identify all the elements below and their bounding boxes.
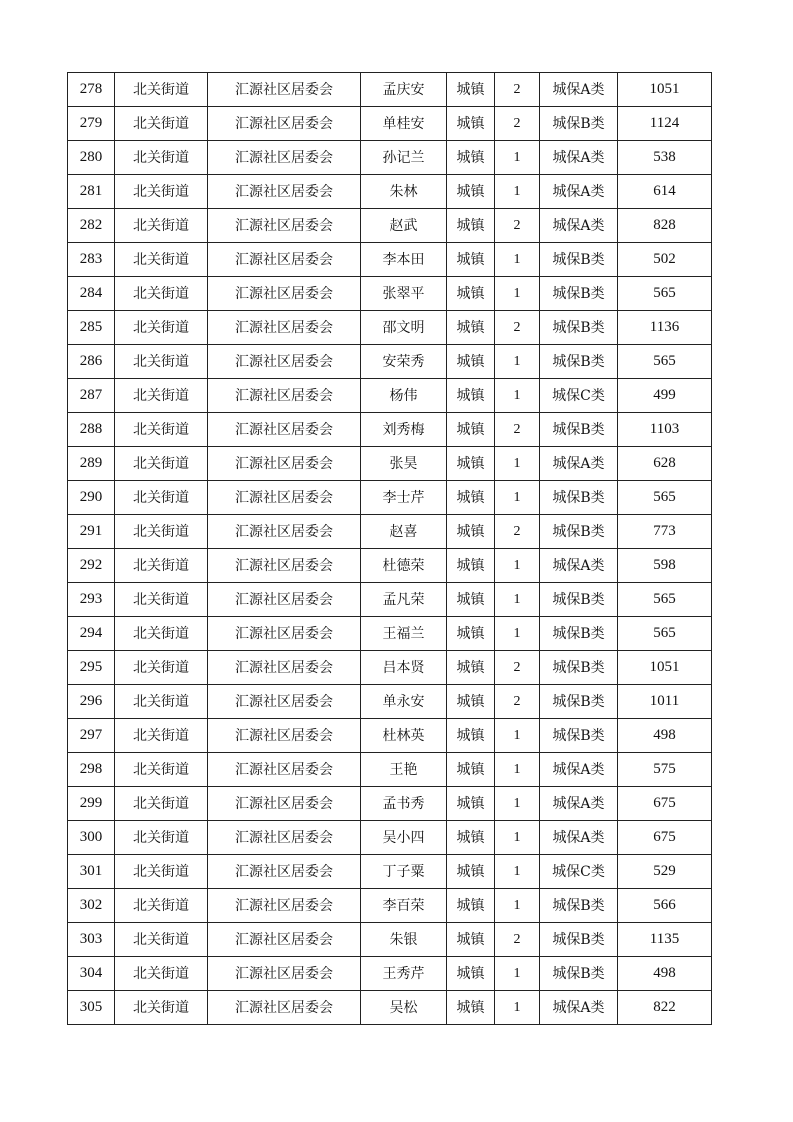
cell-person-name: 朱林 (361, 175, 447, 209)
table-row (68, 141, 712, 175)
cell-person-name: 王艳 (361, 753, 447, 787)
cell-street: 北关街道 (115, 651, 208, 685)
cell-person-name: 王福兰 (361, 617, 447, 651)
cell-community-committee: 汇源社区居委会 (208, 413, 361, 447)
cell-area-type: 城镇 (447, 957, 495, 991)
cell-street: 北关街道 (115, 277, 208, 311)
cell-area-type: 城镇 (447, 821, 495, 855)
cell-area-type: 城镇 (447, 549, 495, 583)
cell-amount: 565 (618, 277, 712, 311)
roster-body (68, 73, 712, 1025)
cell-person-name: 吴小四 (361, 821, 447, 855)
cell-serial-number: 305 (68, 991, 115, 1025)
table-row (68, 957, 712, 991)
table-row (68, 243, 712, 277)
cell-community-committee: 汇源社区居委会 (208, 447, 361, 481)
cell-street: 北关街道 (115, 753, 208, 787)
cell-insurance-category: 城保B类 (540, 413, 618, 447)
cell-household-size: 1 (495, 141, 540, 175)
cell-community-committee: 汇源社区居委会 (208, 719, 361, 753)
cell-amount: 675 (618, 821, 712, 855)
cell-household-size: 1 (495, 889, 540, 923)
cell-household-size: 1 (495, 549, 540, 583)
cell-street: 北关街道 (115, 719, 208, 753)
cell-community-committee: 汇源社区居委会 (208, 141, 361, 175)
cell-community-committee: 汇源社区居委会 (208, 685, 361, 719)
cell-street: 北关街道 (115, 821, 208, 855)
cell-area-type: 城镇 (447, 413, 495, 447)
cell-person-name: 孙记兰 (361, 141, 447, 175)
cell-area-type: 城镇 (447, 379, 495, 413)
cell-household-size: 2 (495, 107, 540, 141)
cell-serial-number: 294 (68, 617, 115, 651)
cell-person-name: 李本田 (361, 243, 447, 277)
cell-insurance-category: 城保A类 (540, 447, 618, 481)
cell-area-type: 城镇 (447, 481, 495, 515)
cell-person-name: 赵武 (361, 209, 447, 243)
cell-household-size: 1 (495, 787, 540, 821)
cell-insurance-category: 城保B类 (540, 345, 618, 379)
cell-community-committee: 汇源社区居委会 (208, 753, 361, 787)
table-row (68, 583, 712, 617)
cell-street: 北关街道 (115, 311, 208, 345)
table-row (68, 923, 712, 957)
cell-street: 北关街道 (115, 379, 208, 413)
cell-serial-number: 288 (68, 413, 115, 447)
cell-serial-number: 286 (68, 345, 115, 379)
cell-area-type: 城镇 (447, 141, 495, 175)
cell-amount: 529 (618, 855, 712, 889)
cell-community-committee: 汇源社区居委会 (208, 923, 361, 957)
cell-community-committee: 汇源社区居委会 (208, 277, 361, 311)
cell-household-size: 1 (495, 957, 540, 991)
cell-area-type: 城镇 (447, 311, 495, 345)
cell-street: 北关街道 (115, 73, 208, 107)
cell-person-name: 王秀芹 (361, 957, 447, 991)
cell-street: 北关街道 (115, 617, 208, 651)
table-row (68, 549, 712, 583)
cell-household-size: 1 (495, 855, 540, 889)
cell-amount: 566 (618, 889, 712, 923)
cell-street: 北关街道 (115, 957, 208, 991)
cell-insurance-category: 城保B类 (540, 889, 618, 923)
cell-community-committee: 汇源社区居委会 (208, 209, 361, 243)
cell-insurance-category: 城保B类 (540, 651, 618, 685)
table-row (68, 821, 712, 855)
cell-insurance-category: 城保B类 (540, 583, 618, 617)
cell-person-name: 邵文明 (361, 311, 447, 345)
cell-street: 北关街道 (115, 209, 208, 243)
cell-person-name: 安荣秀 (361, 345, 447, 379)
cell-insurance-category: 城保B类 (540, 685, 618, 719)
cell-amount: 1051 (618, 73, 712, 107)
cell-serial-number: 292 (68, 549, 115, 583)
cell-amount: 773 (618, 515, 712, 549)
cell-insurance-category: 城保B类 (540, 311, 618, 345)
cell-person-name: 丁子粟 (361, 855, 447, 889)
table-row (68, 209, 712, 243)
cell-serial-number: 285 (68, 311, 115, 345)
cell-person-name: 赵喜 (361, 515, 447, 549)
cell-community-committee: 汇源社区居委会 (208, 651, 361, 685)
cell-area-type: 城镇 (447, 753, 495, 787)
cell-serial-number: 296 (68, 685, 115, 719)
cell-street: 北关街道 (115, 787, 208, 821)
cell-person-name: 孟书秀 (361, 787, 447, 821)
cell-serial-number: 279 (68, 107, 115, 141)
cell-household-size: 2 (495, 515, 540, 549)
cell-area-type: 城镇 (447, 583, 495, 617)
cell-amount: 1124 (618, 107, 712, 141)
cell-amount: 498 (618, 719, 712, 753)
cell-street: 北关街道 (115, 583, 208, 617)
cell-household-size: 1 (495, 719, 540, 753)
cell-amount: 1051 (618, 651, 712, 685)
table-row (68, 719, 712, 753)
table-row (68, 991, 712, 1025)
cell-serial-number: 278 (68, 73, 115, 107)
cell-household-size: 1 (495, 821, 540, 855)
cell-amount: 1103 (618, 413, 712, 447)
cell-area-type: 城镇 (447, 855, 495, 889)
table-row (68, 345, 712, 379)
cell-household-size: 2 (495, 685, 540, 719)
table-row (68, 107, 712, 141)
cell-person-name: 杜林英 (361, 719, 447, 753)
cell-household-size: 1 (495, 379, 540, 413)
cell-area-type: 城镇 (447, 175, 495, 209)
cell-street: 北关街道 (115, 855, 208, 889)
cell-street: 北关街道 (115, 549, 208, 583)
cell-area-type: 城镇 (447, 787, 495, 821)
cell-serial-number: 302 (68, 889, 115, 923)
cell-household-size: 1 (495, 617, 540, 651)
cell-person-name: 刘秀梅 (361, 413, 447, 447)
cell-area-type: 城镇 (447, 73, 495, 107)
cell-person-name: 孟庆安 (361, 73, 447, 107)
cell-street: 北关街道 (115, 413, 208, 447)
cell-person-name: 杜德荣 (361, 549, 447, 583)
cell-household-size: 2 (495, 73, 540, 107)
cell-serial-number: 299 (68, 787, 115, 821)
cell-amount: 565 (618, 345, 712, 379)
cell-insurance-category: 城保B类 (540, 719, 618, 753)
cell-area-type: 城镇 (447, 719, 495, 753)
cell-street: 北关街道 (115, 685, 208, 719)
table-row (68, 311, 712, 345)
cell-street: 北关街道 (115, 345, 208, 379)
cell-household-size: 1 (495, 277, 540, 311)
cell-area-type: 城镇 (447, 923, 495, 957)
cell-street: 北关街道 (115, 515, 208, 549)
cell-street: 北关街道 (115, 141, 208, 175)
table-row (68, 175, 712, 209)
cell-insurance-category: 城保A类 (540, 175, 618, 209)
cell-street: 北关街道 (115, 889, 208, 923)
cell-area-type: 城镇 (447, 345, 495, 379)
cell-insurance-category: 城保C类 (540, 379, 618, 413)
cell-area-type: 城镇 (447, 991, 495, 1025)
cell-street: 北关街道 (115, 923, 208, 957)
cell-area-type: 城镇 (447, 447, 495, 481)
cell-person-name: 张翠平 (361, 277, 447, 311)
cell-amount: 1136 (618, 311, 712, 345)
cell-person-name: 吴松 (361, 991, 447, 1025)
cell-serial-number: 283 (68, 243, 115, 277)
cell-person-name: 杨伟 (361, 379, 447, 413)
cell-insurance-category: 城保A类 (540, 753, 618, 787)
cell-community-committee: 汇源社区居委会 (208, 73, 361, 107)
cell-community-committee: 汇源社区居委会 (208, 243, 361, 277)
cell-person-name: 朱银 (361, 923, 447, 957)
cell-amount: 828 (618, 209, 712, 243)
table-row (68, 413, 712, 447)
cell-person-name: 孟凡荣 (361, 583, 447, 617)
table-row (68, 651, 712, 685)
cell-serial-number: 287 (68, 379, 115, 413)
table-row (68, 753, 712, 787)
cell-community-committee: 汇源社区居委会 (208, 889, 361, 923)
cell-area-type: 城镇 (447, 889, 495, 923)
cell-insurance-category: 城保B类 (540, 107, 618, 141)
cell-household-size: 2 (495, 651, 540, 685)
cell-person-name: 张昊 (361, 447, 447, 481)
cell-community-committee: 汇源社区居委会 (208, 855, 361, 889)
cell-insurance-category: 城保C类 (540, 855, 618, 889)
cell-area-type: 城镇 (447, 685, 495, 719)
table-row (68, 787, 712, 821)
table-row (68, 73, 712, 107)
cell-community-committee: 汇源社区居委会 (208, 549, 361, 583)
cell-insurance-category: 城保B类 (540, 481, 618, 515)
cell-street: 北关街道 (115, 175, 208, 209)
cell-insurance-category: 城保A类 (540, 821, 618, 855)
cell-street: 北关街道 (115, 107, 208, 141)
cell-person-name: 吕本贤 (361, 651, 447, 685)
cell-serial-number: 295 (68, 651, 115, 685)
cell-amount: 565 (618, 583, 712, 617)
cell-person-name: 李百荣 (361, 889, 447, 923)
cell-amount: 565 (618, 617, 712, 651)
cell-amount: 822 (618, 991, 712, 1025)
cell-street: 北关街道 (115, 991, 208, 1025)
cell-area-type: 城镇 (447, 617, 495, 651)
cell-community-committee: 汇源社区居委会 (208, 311, 361, 345)
table-row (68, 685, 712, 719)
cell-amount: 1135 (618, 923, 712, 957)
table-row (68, 277, 712, 311)
cell-insurance-category: 城保B类 (540, 957, 618, 991)
cell-serial-number: 298 (68, 753, 115, 787)
cell-amount: 628 (618, 447, 712, 481)
cell-serial-number: 289 (68, 447, 115, 481)
cell-amount: 565 (618, 481, 712, 515)
cell-area-type: 城镇 (447, 209, 495, 243)
cell-serial-number: 301 (68, 855, 115, 889)
cell-insurance-category: 城保B类 (540, 617, 618, 651)
cell-community-committee: 汇源社区居委会 (208, 107, 361, 141)
cell-street: 北关街道 (115, 243, 208, 277)
cell-household-size: 1 (495, 345, 540, 379)
cell-household-size: 2 (495, 311, 540, 345)
cell-amount: 538 (618, 141, 712, 175)
table-row (68, 481, 712, 515)
cell-household-size: 2 (495, 209, 540, 243)
roster-table (67, 72, 712, 1025)
cell-person-name: 李士芹 (361, 481, 447, 515)
cell-amount: 614 (618, 175, 712, 209)
cell-community-committee: 汇源社区居委会 (208, 583, 361, 617)
table-row (68, 617, 712, 651)
cell-amount: 498 (618, 957, 712, 991)
cell-amount: 575 (618, 753, 712, 787)
cell-serial-number: 300 (68, 821, 115, 855)
cell-household-size: 1 (495, 243, 540, 277)
cell-insurance-category: 城保A类 (540, 73, 618, 107)
cell-household-size: 1 (495, 991, 540, 1025)
cell-serial-number: 293 (68, 583, 115, 617)
cell-insurance-category: 城保B类 (540, 277, 618, 311)
cell-household-size: 1 (495, 447, 540, 481)
cell-insurance-category: 城保A类 (540, 787, 618, 821)
cell-area-type: 城镇 (447, 107, 495, 141)
cell-community-committee: 汇源社区居委会 (208, 481, 361, 515)
cell-area-type: 城镇 (447, 651, 495, 685)
cell-insurance-category: 城保A类 (540, 209, 618, 243)
cell-serial-number: 282 (68, 209, 115, 243)
cell-serial-number: 304 (68, 957, 115, 991)
cell-insurance-category: 城保A类 (540, 991, 618, 1025)
cell-serial-number: 303 (68, 923, 115, 957)
table-row (68, 447, 712, 481)
cell-community-committee: 汇源社区居委会 (208, 957, 361, 991)
table-row (68, 379, 712, 413)
cell-household-size: 2 (495, 923, 540, 957)
table-row (68, 515, 712, 549)
cell-household-size: 2 (495, 413, 540, 447)
cell-amount: 1011 (618, 685, 712, 719)
cell-serial-number: 290 (68, 481, 115, 515)
cell-amount: 502 (618, 243, 712, 277)
cell-insurance-category: 城保B类 (540, 923, 618, 957)
cell-amount: 598 (618, 549, 712, 583)
cell-household-size: 1 (495, 753, 540, 787)
cell-household-size: 1 (495, 175, 540, 209)
cell-serial-number: 284 (68, 277, 115, 311)
cell-community-committee: 汇源社区居委会 (208, 175, 361, 209)
cell-serial-number: 291 (68, 515, 115, 549)
cell-household-size: 1 (495, 481, 540, 515)
cell-insurance-category: 城保B类 (540, 515, 618, 549)
cell-community-committee: 汇源社区居委会 (208, 991, 361, 1025)
cell-serial-number: 280 (68, 141, 115, 175)
cell-community-committee: 汇源社区居委会 (208, 345, 361, 379)
cell-amount: 675 (618, 787, 712, 821)
cell-area-type: 城镇 (447, 515, 495, 549)
cell-serial-number: 297 (68, 719, 115, 753)
cell-area-type: 城镇 (447, 277, 495, 311)
table-row (68, 889, 712, 923)
cell-community-committee: 汇源社区居委会 (208, 617, 361, 651)
cell-person-name: 单桂安 (361, 107, 447, 141)
table-row (68, 855, 712, 889)
cell-area-type: 城镇 (447, 243, 495, 277)
cell-insurance-category: 城保A类 (540, 549, 618, 583)
cell-community-committee: 汇源社区居委会 (208, 821, 361, 855)
cell-insurance-category: 城保B类 (540, 243, 618, 277)
cell-amount: 499 (618, 379, 712, 413)
cell-serial-number: 281 (68, 175, 115, 209)
cell-street: 北关街道 (115, 481, 208, 515)
cell-insurance-category: 城保A类 (540, 141, 618, 175)
cell-community-committee: 汇源社区居委会 (208, 787, 361, 821)
cell-community-committee: 汇源社区居委会 (208, 515, 361, 549)
cell-street: 北关街道 (115, 447, 208, 481)
cell-community-committee: 汇源社区居委会 (208, 379, 361, 413)
cell-person-name: 单永安 (361, 685, 447, 719)
cell-household-size: 1 (495, 583, 540, 617)
